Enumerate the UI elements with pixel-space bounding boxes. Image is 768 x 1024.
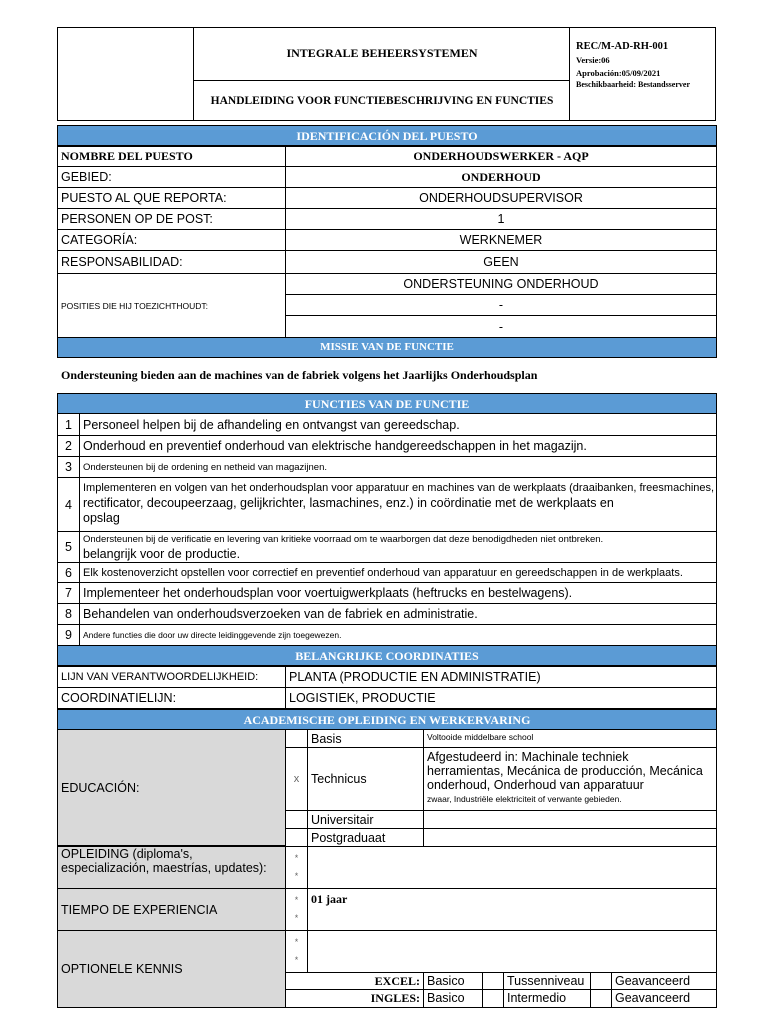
header-title: INTEGRALE BEHEERSYSTEMEN (194, 27, 570, 81)
label-supervised-positions: POSITIES DIE HIJ TOEZICHTHOUDT: (57, 273, 286, 338)
function-num-2: 2 (57, 435, 80, 457)
label-training: OPLEIDING (diploma's, especialización, maestrías, updates): (57, 846, 286, 889)
value-area: ONDERHOUD (285, 166, 717, 188)
supervised-position-1: ONDERSTEUNING ONDERHOUD (285, 273, 717, 295)
skill-english-check-1 (482, 989, 504, 1008)
label-coordination-line: COORDINATIELIJN: (57, 687, 286, 709)
level-postgraduaat: Postgraduaat (307, 828, 424, 847)
mark-postgraduaat (285, 828, 308, 847)
detail-technicus (423, 747, 717, 811)
optional-bullet-1: * (294, 937, 299, 947)
function-text-9: Andere functies die door uw directe leidinggevende zijn toegewezen. (79, 624, 717, 646)
supervised-position-3: - (285, 315, 717, 338)
training-value (307, 846, 717, 889)
value-responsibility: GEEN (285, 250, 717, 274)
function-text-3: Ondersteunen bij de ordening en netheid van magazijnen. (79, 456, 717, 478)
training-bullet-2: * (294, 871, 299, 881)
technicus-detail-line-4: zwaar, Industriële elektriciteit of verwante gebieden. (427, 794, 622, 804)
value-reports-to: ONDERHOUDSUPERVISOR (285, 187, 717, 209)
function-num-3: 3 (57, 456, 80, 478)
skill-english-label: INGLES: (285, 989, 424, 1008)
function-text-6: Elk kostenoverzicht opstellen voor correctief en preventief onderhoud van apparatuur en gereedschappen in de werkplaats. (79, 562, 717, 583)
function-text-4 (79, 477, 717, 532)
function-text-8: Behandelen van onderhoudsverzoeken van de fabriek en administratie. (79, 603, 717, 625)
function-5-line-2: belangrijk voor de productie. (83, 547, 241, 561)
value-category: WERKNEMER (285, 229, 717, 251)
detail-basis: Voltooide middelbare school (423, 729, 717, 748)
mission-section-title: MISSIE VAN DE FUNCTIE (57, 337, 717, 358)
experience-bullet-1: * (294, 895, 299, 905)
optional-bullet-2: * (294, 955, 299, 965)
header-subtitle: HANDLEIDING VOOR FUNCTIEBESCHRIJVING EN FUNCTIES (210, 95, 554, 107)
label-category: CATEGORÍA: (57, 229, 286, 251)
training-bullets (285, 846, 308, 889)
experience-bullet-2: * (294, 913, 299, 923)
function-5-line-1: Ondersteunen bij de verificatie en levering van kritieke voorraad om te waarborgen dat deze benodigdheden niet ontbreken. (83, 534, 604, 545)
function-text-7: Implementeer het onderhoudsplan voor voertuigwerkplaats (heftrucks en bestelwagens). (79, 582, 717, 604)
label-responsibility-line: LIJN VAN VERANTWOORDELIJKHEID: (57, 666, 286, 688)
technicus-detail-line-3: onderhoud, Onderhoud van apparatuur (427, 778, 644, 792)
mark-universitair (285, 810, 308, 829)
detail-postgraduaat (423, 828, 717, 847)
function-text-1: Personeel helpen bij de afhandeling en ontvangst van gereedschap. (79, 413, 717, 436)
experience-value: 01 jaar (307, 888, 717, 931)
value-persons: 1 (285, 208, 717, 230)
level-basis: Basis (307, 729, 424, 748)
function-num-7: 7 (57, 582, 80, 604)
label-responsibility: RESPONSABILIDAD: (57, 250, 286, 274)
value-coordination-line: LOGISTIEK, PRODUCTIE (285, 687, 717, 709)
document-code: REC/M-AD-RH-001 (576, 41, 669, 52)
function-text-2: Onderhoud en preventief onderhoud van elektrische handgereedschappen in het magazijn. (79, 435, 717, 457)
mission-text: Ondersteuning bieden aan de machines van de fabriek volgens het Jaarlijks Onderhoudsplan (61, 368, 538, 382)
availability: Beschikbaarheid: Bestandsserver (576, 80, 690, 89)
label-persons: PERSONEN OP DE POST: (57, 208, 286, 230)
function-num-8: 8 (57, 603, 80, 625)
skill-excel-level-2: Tussenniveau (503, 972, 591, 990)
detail-universitair (423, 810, 717, 829)
optional-bullets (285, 930, 308, 973)
functions-section-title: FUNCTIES VAN DE FUNCTIE (57, 393, 717, 414)
value-job-name: ONDERHOUDSWERKER - AQP (285, 146, 717, 167)
value-responsibility-line: PLANTA (PRODUCTIE EN ADMINISTRATIE) (285, 666, 717, 688)
skill-english-level-1: Basico (423, 989, 483, 1008)
technicus-detail-line-1: Afgestudeerd in: Machinale techniek (427, 750, 629, 764)
label-experience: TIEMPO DE EXPERIENCIA (57, 888, 286, 931)
skill-english-level-3: Geavanceerd (611, 989, 717, 1008)
skill-english-level-2: Intermedio (503, 989, 591, 1008)
function-4-line-1: Implementeren en volgen van het onderhoudsplan voor apparatuur en machines van de werkplaats (draaibanken, freesmachines, (83, 482, 715, 494)
technicus-detail-line-2: herramientas, Mecánica de producción, Mecánica (427, 764, 703, 778)
label-job-name: NOMBRE DEL PUESTO (57, 146, 286, 167)
label-education: EDUCACIÓN: (57, 729, 286, 846)
function-num-9: 9 (57, 624, 80, 646)
function-4-line-2: rectificator, decoupeerzaag, gelijkrichter, lasmachines, enz.) in coördinatie met de werkplaats en (83, 496, 614, 510)
skill-excel-level-3: Geavanceerd (611, 972, 717, 990)
level-technicus: Technicus (307, 747, 424, 811)
experience-bullets (285, 888, 308, 931)
skill-excel-check-1 (482, 972, 504, 990)
label-reports-to: PUESTO AL QUE REPORTA: (57, 187, 286, 209)
optional-value (307, 930, 717, 973)
training-bullet-1: * (294, 853, 299, 863)
function-text-5 (79, 531, 717, 563)
function-num-6: 6 (57, 562, 80, 583)
skill-excel-check-2 (590, 972, 612, 990)
logo-area (57, 27, 194, 121)
function-4-line-3: opslag (83, 511, 120, 525)
skill-excel-level-1: Basico (423, 972, 483, 990)
supervised-position-2: - (285, 294, 717, 316)
function-num-1: 1 (57, 413, 80, 436)
label-optional-knowledge: OPTIONELE KENNIS (57, 930, 286, 1008)
coordination-section-title: BELANGRIJKE COORDINATIES (57, 645, 717, 666)
skill-english-check-2 (590, 989, 612, 1008)
skill-excel-label: EXCEL: (285, 972, 424, 990)
academic-section-title: ACADEMISCHE OPLEIDING EN WERKERVARING (57, 709, 717, 730)
document-version: Versie:06 (576, 55, 610, 65)
identification-section-title: IDENTIFICACIÓN DEL PUESTO (57, 125, 717, 146)
approval-date: Aprobación:05/09/2021 (576, 68, 661, 78)
label-area: GEBIED: (57, 166, 286, 188)
mark-basis (285, 729, 308, 748)
function-num-4: 4 (57, 477, 80, 532)
function-num-5: 5 (57, 531, 80, 563)
mark-technicus: x (285, 747, 308, 811)
level-universitair: Universitair (307, 810, 424, 829)
